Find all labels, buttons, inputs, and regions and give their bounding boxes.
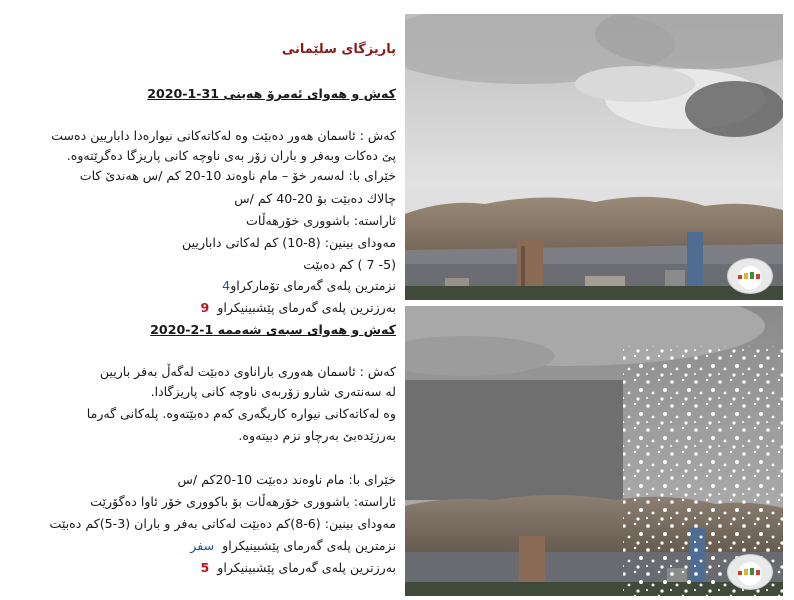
cloudy-city-illustration [405, 14, 783, 300]
weather-station-logo [727, 258, 773, 294]
day2-line: وە لەكاتەكانی نيوارە كاريگەری كەم دەبێتەوە. پلەكانی گەرما [86, 406, 396, 421]
day2-max-temp [200, 558, 396, 577]
logo-wave-icon [736, 567, 764, 577]
min-temp-label: نزمترين پلەی گەرمای تۆماركراو [230, 278, 396, 293]
max-temp-value: 5 [200, 560, 210, 575]
day1-line: (5- 7 ) كم دەبێت [303, 257, 396, 272]
province-title: پاریزگای سلێمانی [281, 42, 396, 57]
photo-snowy-city [405, 306, 783, 596]
min-temp-value: سفر [190, 538, 215, 553]
day2-line: لە سەنتەری شارو زۆربەی ناوچە كانی پاريزگادا. [150, 384, 396, 399]
day2-line: مەودای بينين: (6-8)كم دەبێت لەكاتی بەفر و باران (3-5)كم دەبێت [49, 516, 396, 531]
day2-line: ئاراستە: باشووری خۆرهەڵات بۆ باكووری خۆر ئاوا دەگۆرێت [90, 494, 396, 509]
photo-cloudy-city [405, 14, 783, 300]
day1-line: ئاراستە: باشووری خۆرهەڵات [246, 213, 396, 228]
day1-line: كەش : ئاسمان هەور دەبێت وە لەكاتەكانی نيوارەدا داباريين دەست [51, 128, 396, 143]
day2-header: كەش و هەوای سبەی شەممە 1-2-2020 [150, 322, 396, 337]
day1-line: مەودای بينين: (8-10) كم لەكاتی داباريين [182, 235, 396, 250]
day1-header: كەش و هەوای ئەمرۆ هەينى 31-1-2020 [147, 86, 396, 101]
min-temp-label: نزمترين پلەی گەرمای پێشبينيكراو [222, 538, 396, 553]
day1-max-temp [200, 298, 396, 317]
weather-station-logo [727, 554, 773, 590]
day2-line: كەش : ئاسمان هەوری باراناوی دەبێت لەگەڵ بەفر باريين [99, 364, 396, 379]
day2-min-temp [190, 536, 396, 555]
day1-line: خێرای با: لەسەر خۆ – مام ناوەند 10-20 كم /س هەندێ كات [79, 168, 396, 183]
logo-wave-icon [736, 271, 764, 281]
day2-line: بەرزێدەبێ بەرچاو نزم دبيتەوە. [238, 428, 396, 443]
day2-line: خێرای با: مام ناوەند دەبێت 10-20كم /س [177, 472, 396, 487]
max-temp-value: 9 [200, 300, 210, 315]
day1-line: چالاك دەبێت بۆ 20-40 كم /س [234, 191, 396, 206]
snowy-city-illustration [405, 306, 783, 596]
min-temp-value: 4 [222, 278, 231, 293]
day1-min-temp [222, 276, 396, 295]
day1-line: پێ دەكات وبەفر و باران زۆر بەی ناوچە كانی پاريزگا دەگرێتەوە. [66, 148, 396, 163]
max-temp-label: بەرزترين پلەی گەرمای پێشبينيكراو [217, 300, 396, 315]
max-temp-label: بەرزترين پلەی گەرمای پێشبينيكراو [217, 560, 396, 575]
